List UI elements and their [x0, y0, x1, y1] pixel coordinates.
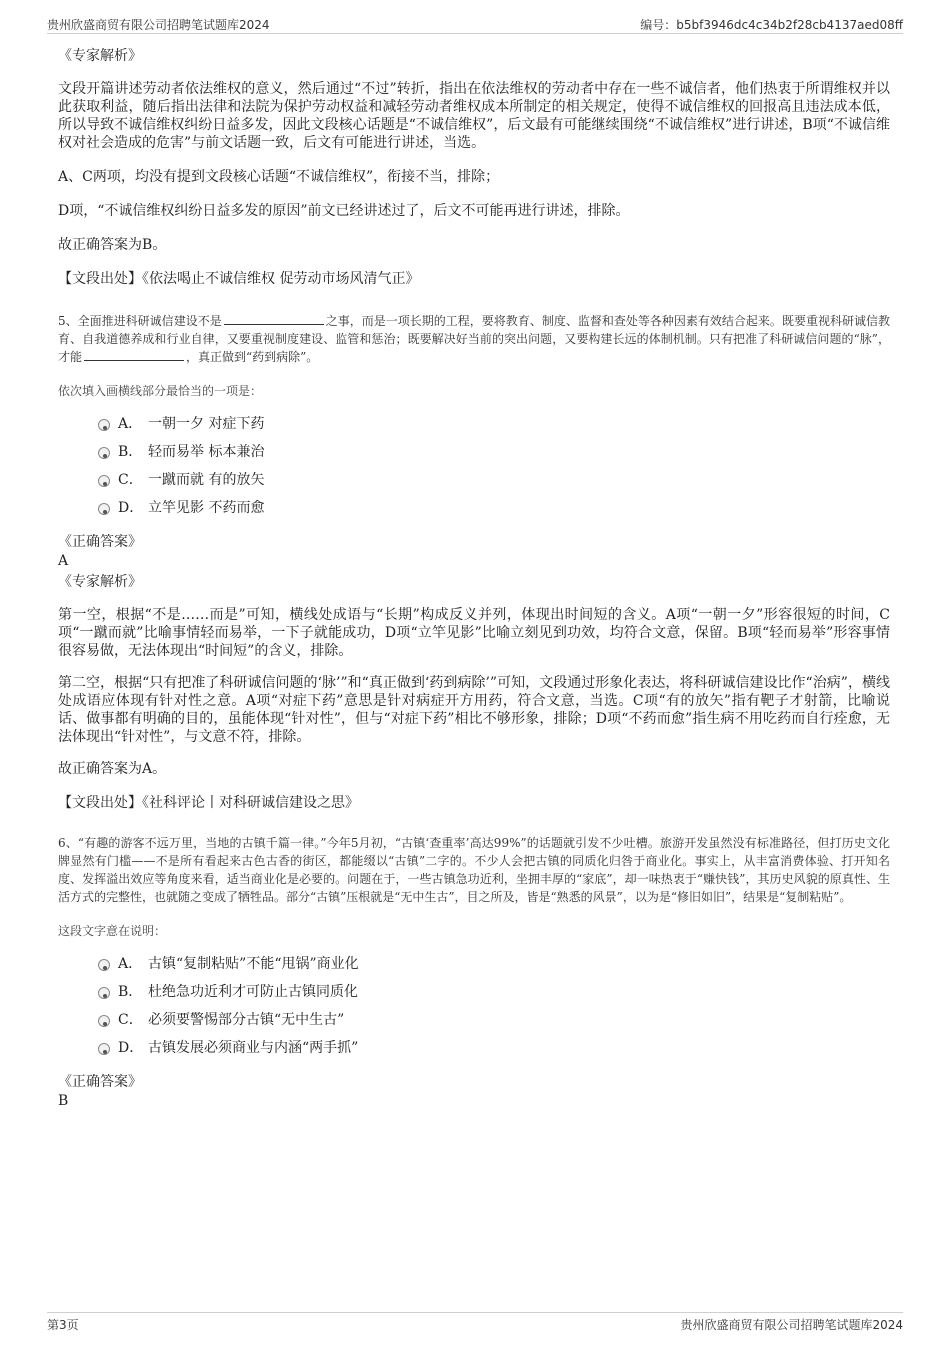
- radio-icon[interactable]: [98, 475, 110, 487]
- option-letter: A．: [118, 416, 143, 432]
- analysis-paragraph: 故正确答案为A。: [58, 761, 167, 777]
- option-letter: D．: [118, 500, 144, 516]
- question-5-text: 5、全面推进科研诚信建设不是 之事，而是一项长期的工程，要将教育、制度、监督和查处等各种因素有效结合起来。既要重视科研诚信教育、自我道德养成和行业自律，又要重视制度建设、监管和惩治；既要解决好当前的突出问题，又要构建长远的体制机制。只有把准了科研诚信问题的“脉”，才能 ，真正做到“药到病除”。: [58, 314, 890, 364]
- option-text: 轻而易举 标本兼治: [148, 444, 265, 460]
- option-d[interactable]: [98, 1038, 890, 1066]
- option-a[interactable]: [98, 954, 890, 982]
- option-c[interactable]: [98, 470, 890, 498]
- option-text: 古镇“复制粘贴”不能“甩锅”商业化: [148, 956, 359, 972]
- radio-icon[interactable]: [98, 1015, 110, 1027]
- footer-title: 贵州欣盛商贸有限公司招聘笔试题库2024: [680, 1318, 903, 1332]
- option-letter: B．: [118, 984, 143, 1000]
- option-letter: D．: [118, 1040, 144, 1056]
- option-c[interactable]: [98, 1010, 890, 1038]
- correct-answer: B: [58, 1093, 69, 1109]
- question-4-analysis: [58, 46, 890, 288]
- option-letter: B．: [118, 444, 143, 460]
- option-text: 立竿见影 不药而愈: [148, 500, 265, 516]
- radio-icon[interactable]: [98, 447, 110, 459]
- analysis-paragraph: D项，“不诚信维权纠纷日益多发的原因”前文已经讲述过了，后文不可能再进行讲述，排除。: [58, 203, 630, 219]
- radio-icon[interactable]: [98, 1043, 110, 1055]
- header-title: 贵州欣盛商贸有限公司招聘笔试题库2024: [47, 18, 270, 32]
- correct-answer: A: [58, 553, 69, 569]
- option-text: 古镇发展必须商业与内涵“两手抓”: [148, 1040, 359, 1056]
- option-d[interactable]: [98, 498, 890, 526]
- option-text: 一朝一夕 对症下药: [148, 416, 265, 432]
- question-6-prompt: 这段文字意在说明：: [58, 924, 167, 938]
- page-footer: [47, 1312, 903, 1332]
- fill-blank-2: [84, 349, 184, 361]
- option-a[interactable]: [98, 414, 890, 442]
- option-text: 杜绝急功近利才可防止古镇同质化: [148, 984, 358, 1000]
- passage-source: 【文段出处】《依法喝止不诚信维权 促劳动市场风清气正》: [58, 271, 420, 287]
- option-text: 一蹴而就 有的放矢: [148, 472, 265, 488]
- answer-label: 《正确答案》: [58, 534, 142, 550]
- question-6-text: 6、“有趣的游客不远万里，当地的古镇千篇一律。”今年5月初，“古镇‘查重率’高达99%”的话题就引发不少吐槽。旅游开发虽然没有标准路径，但打历史文化牌显然有门槛——不是所有看起来古色古香的街区，都能缀以“古镇”二字的。不少人会把古镇的同质化归咎于商业化。事实上，从丰富消费体验、打开知名度、发挥溢出效应等角度来看，适当商业化是必要的。问题在于，一些古镇急功近利，坐拥丰厚的“家底”，却一味热衷于“赚快钱”，其历史风貌的原真性、生活方式的完整性，也就随之变成了牺牲品。部分“古镇”压根就是“无中生古”，目之所及，皆是“熟悉的风景”，以为是“修旧如旧”，结果是“复制粘贴”。: [58, 836, 890, 904]
- option-text: 必须要警惕部分古镇“无中生古”: [148, 1012, 345, 1028]
- question-6: [58, 834, 890, 1110]
- analysis-label: 《专家解析》: [58, 574, 142, 590]
- header-serial-number: 编号：b5bf3946dc4c34b2f28cb4137aed08ff: [640, 18, 903, 32]
- page-number: 第3页: [47, 1318, 79, 1332]
- analysis-paragraph: 第一空，根据“不是……而是”可知，横线处成语与“长期”构成反义并列，体现出时间短的含义。A项“一朝一夕”形容很短的时间，C项“一蹴而就”比喻事情轻而易举，一下子就能成功，D项“立竿见影”比喻立刻见到功效，均符合文意，保留。B项“轻而易举”形容事情很容易做，无法体现出“时间短”的含义，排除。: [58, 607, 890, 659]
- option-b[interactable]: [98, 442, 890, 470]
- analysis-paragraph: A、C两项，均没有提到文段核心话题“不诚信维权”，衔接不当，排除；: [58, 169, 500, 185]
- passage-source: 【文段出处】《社科评论丨对科研诚信建设之思》: [58, 795, 359, 811]
- radio-icon[interactable]: [98, 503, 110, 515]
- analysis-paragraph: 故正确答案为B。: [58, 237, 167, 253]
- radio-icon[interactable]: [98, 959, 110, 971]
- radio-icon[interactable]: [98, 419, 110, 431]
- question-5: [58, 312, 890, 812]
- option-b[interactable]: [98, 982, 890, 1010]
- radio-icon[interactable]: [98, 987, 110, 999]
- question-6-options: [98, 954, 890, 1066]
- question-5-options: [98, 414, 890, 526]
- option-letter: C．: [118, 1012, 143, 1028]
- fill-blank-1: [224, 313, 324, 325]
- option-letter: C．: [118, 472, 143, 488]
- analysis-label: 《专家解析》: [58, 48, 142, 64]
- analysis-paragraph: 第二空，根据“只有把准了科研诚信问题的‘脉’”和“真正做到‘药到病除’”可知，文段通过形象化表达，将科研诚信建设比作“治病”，横线处成语应体现有针对性之意。A项“对症下药”意思是针对病症开方用药，符合文意，当选。C项“有的放矢”指有靶子才射箭，比喻说话、做事都有明确的目的，虽能体现“针对性”，但与“对症下药”相比不够形象，排除；D项“不药而愈”指生病不用吃药而自行痊愈，无法体现出“针对性”，与文意不符，排除。: [58, 675, 890, 745]
- option-letter: A．: [118, 956, 143, 972]
- question-5-prompt: 依次填入画横线部分最恰当的一项是：: [58, 384, 263, 398]
- analysis-paragraph: 文段开篇讲述劳动者依法维权的意义，然后通过“不过”转折，指出在依法维权的劳动者中存在一些不诚信者，他们热衷于所谓维权并以此获取利益，随后指出法律和法院为保护劳动权益和减轻劳动者维权成本所制定的相关规定，使得不诚信维权的回报高且违法成本低，所以导致不诚信维权纠纷日益多发，因此文段核心话题是“不诚信维权”，后文最有可能继续围绕“不诚信维权”进行讲述，B项“不诚信维权对社会造成的危害”与前文话题一致，后文有可能进行讲述，当选。: [58, 81, 890, 151]
- answer-label: 《正确答案》: [58, 1074, 142, 1090]
- page-header: [47, 14, 903, 34]
